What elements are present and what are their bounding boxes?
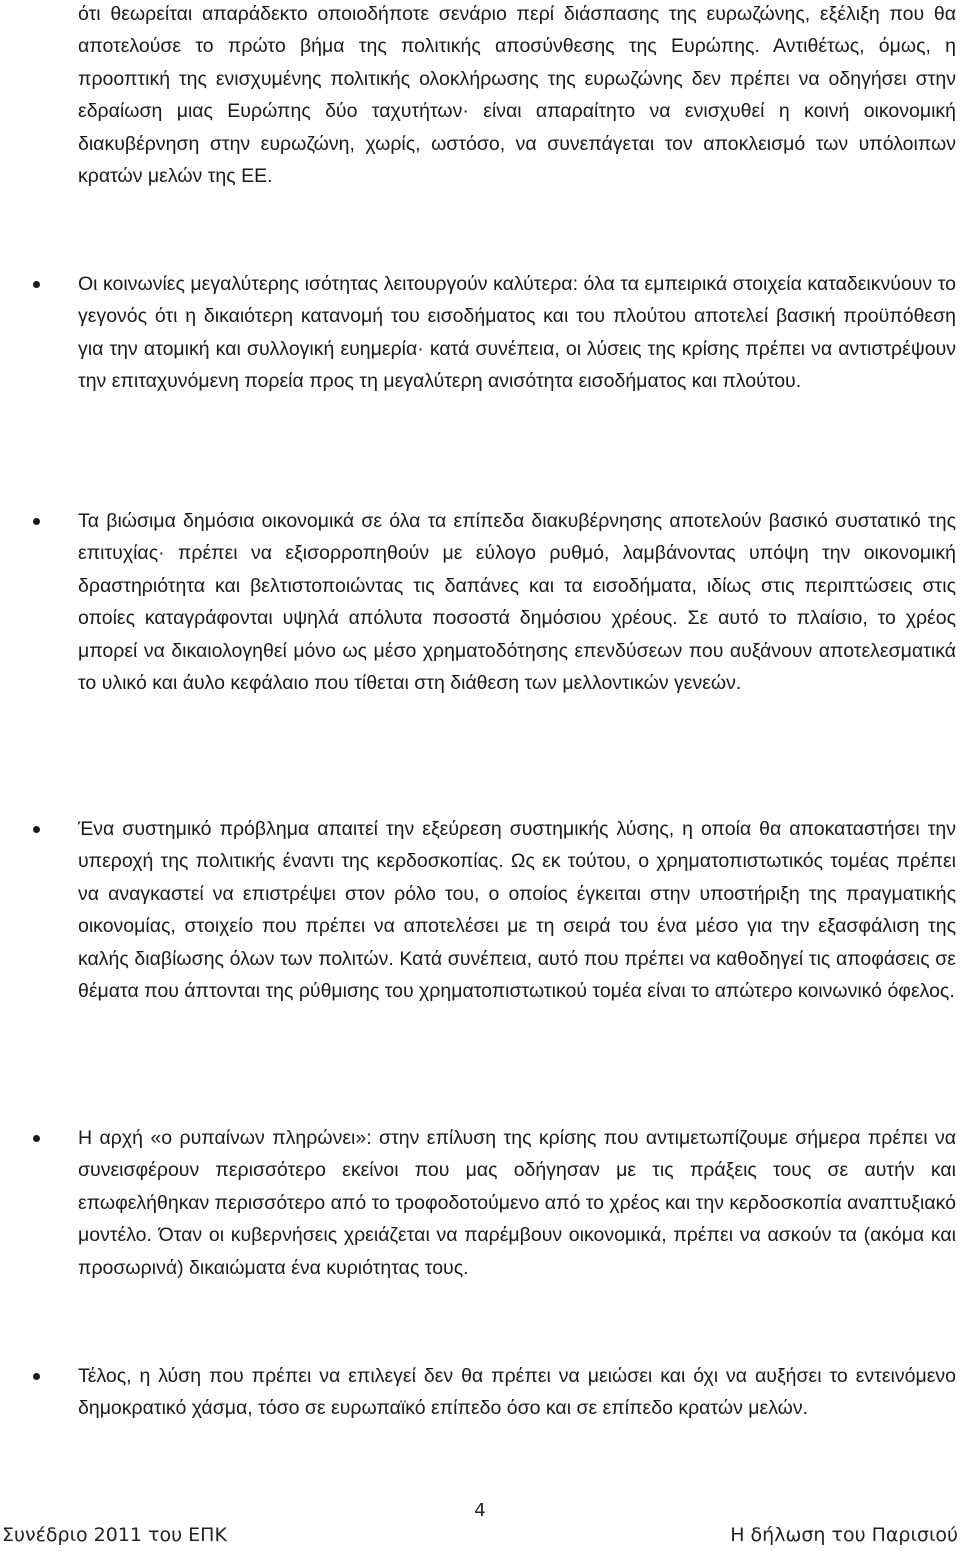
bullet-text: Οι κοινωνίες μεγαλύτερης ισότητας λειτουργούν καλύτερα: όλα τα εμπειρικά στοιχεία καταδεικνύουν το γεγονός ότι η δικαιότερη κατανομή του εισοδήματος και του πλούτου αποτελεί βασική προϋπόθεση για την ατομική και συλλογική ευημερία· κατά συνέπεια, οι λύσεις της κρίσης πρέπει να αντιστρέψουν την επιταχυνόμενη πορεία προς τη μεγαλύτερη ανισότητα εισοδήματος και πλούτου. (78, 273, 956, 393)
bullet-text: Η αρχή «ο ρυπαίνων πληρώνει»: στην επίλυση της κρίσης που αντιμετωπίζουμε σήμερα πρέπει να συνεισφέρουν περισσότερο εκείνοι που μας οδήγησαν με τις πράξεις τους σε αυτήν και επωφελήθηκαν περισσότερο από το τροφοδοτούμενο από το χρέος και την κερδοσκοπία αναπτυξιακό μοντέλο. Όταν οι κυβερνήσεις χρειάζεται να παρέμβουν οικονομικά, πρέπει να ασκούν τα (ακόμα και προσωρινά) δικαιώματα ένα κυριότητας τους. (78, 1127, 956, 1279)
continuation-paragraph: ότι θεωρείται απαράδεκτο οποιοδήποτε σενάριο περί διάσπασης της ευρωζώνης, εξέλιξη που θα αποτελούσε το πρώτο βήμα της πολιτικής αποσύνθεσης της Ευρώπης. Αντιθέτως, όμως, η προοπτική της ενισχυμένης πολιτικής ολοκλήρωσης της ευρωζώνης δεν πρέπει να οδηγήσει στην εδραίωση μιας Ευρώπης δύο ταχυτήτων· είναι απαραίτητο να ενισχυθεί η κοινή οικονομική διακυβέρνηση στην ευρωζώνη, χωρίς, ωστόσο, να συνεπάγεται τον αποκλεισμό των υπόλοιπων κρατών μελών της ΕΕ. (78, 3, 956, 188)
bullet-item (78, 268, 956, 398)
bullet-item (78, 1360, 956, 1425)
bullet-icon (33, 826, 40, 833)
bullet-text: Τέλος, η λύση που πρέπει να επιλεγεί δεν θα πρέπει να μειώσει και όχι να αυξήσει το εντεινόμενο δημοκρατικό χάσμα, τόσο σε ευρωπαϊκό επίπεδο όσο και σε επίπεδο κρατών μελών. (78, 1365, 956, 1420)
bullet-item (78, 1122, 956, 1284)
bullet-icon (33, 1135, 40, 1142)
bullet-item (78, 813, 956, 1007)
bullet-icon (33, 281, 40, 288)
page-number: 4 (474, 1500, 486, 1521)
footer-conference-title: Συνέδριο 2011 του ΕΠΚ (2, 1524, 227, 1546)
bullet-text: Ένα συστημικό πρόβλημα απαιτεί την εξεύρεση συστημικής λύσης, η οποία θα αποκαταστήσει την υπεροχή της πολιτικής έναντι της κερδοσκοπίας. Ως εκ τούτου, ο χρηματοπιστωτικός τομέας πρέπει να αναγκαστεί να επιστρέψει στον ρόλο του, ο οποίος έγκειται στην υποστήριξη της πραγματικής οικονομίας, στοιχείο που πρέπει να αποτελέσει με τη σειρά του ένα μέσο για την εξασφάλιση της καλής διαβίωσης όλων των πολιτών. Κατά συνέπεια, αυτό που πρέπει να καθοδηγεί τις αποφάσεις σε θέματα που άπτονται της ρύθμισης του χρηματοπιστωτικού τομέα είναι το απώτερο κοινωνικό όφελος. (78, 818, 956, 1003)
bullet-icon (33, 1373, 40, 1380)
bullet-text: Τα βιώσιμα δημόσια οικονομικά σε όλα τα επίπεδα διακυβέρνησης αποτελούν βασικό συστατικό της επιτυχίας· πρέπει να εξισορροπηθούν με εύλογο ρυθμό, λαμβάνοντας υπόψη την οικονομική δραστηριότητα και βελτιστοποιώντας τις δαπάνες και τα εισοδήματα, ιδίως στις περιπτώσεις στις οποίες καταγράφονται υψηλά απόλυτα ποσοστά δημόσιου χρέους. Σε αυτό το πλαίσιο, το χρέος μπορεί να δικαιολογηθεί μόνο ως μέσο χρηματοδότησης επενδύσεων που αυξάνουν αποτελεσματικά το υλικό και άυλο κεφάλαιο που τίθεται στη διάθεση των μελλοντικών γενεών. (78, 510, 956, 695)
footer-document-title: Η δήλωση του Παρισιού (730, 1524, 958, 1546)
bullet-icon (33, 518, 40, 525)
bullet-item (78, 505, 956, 699)
